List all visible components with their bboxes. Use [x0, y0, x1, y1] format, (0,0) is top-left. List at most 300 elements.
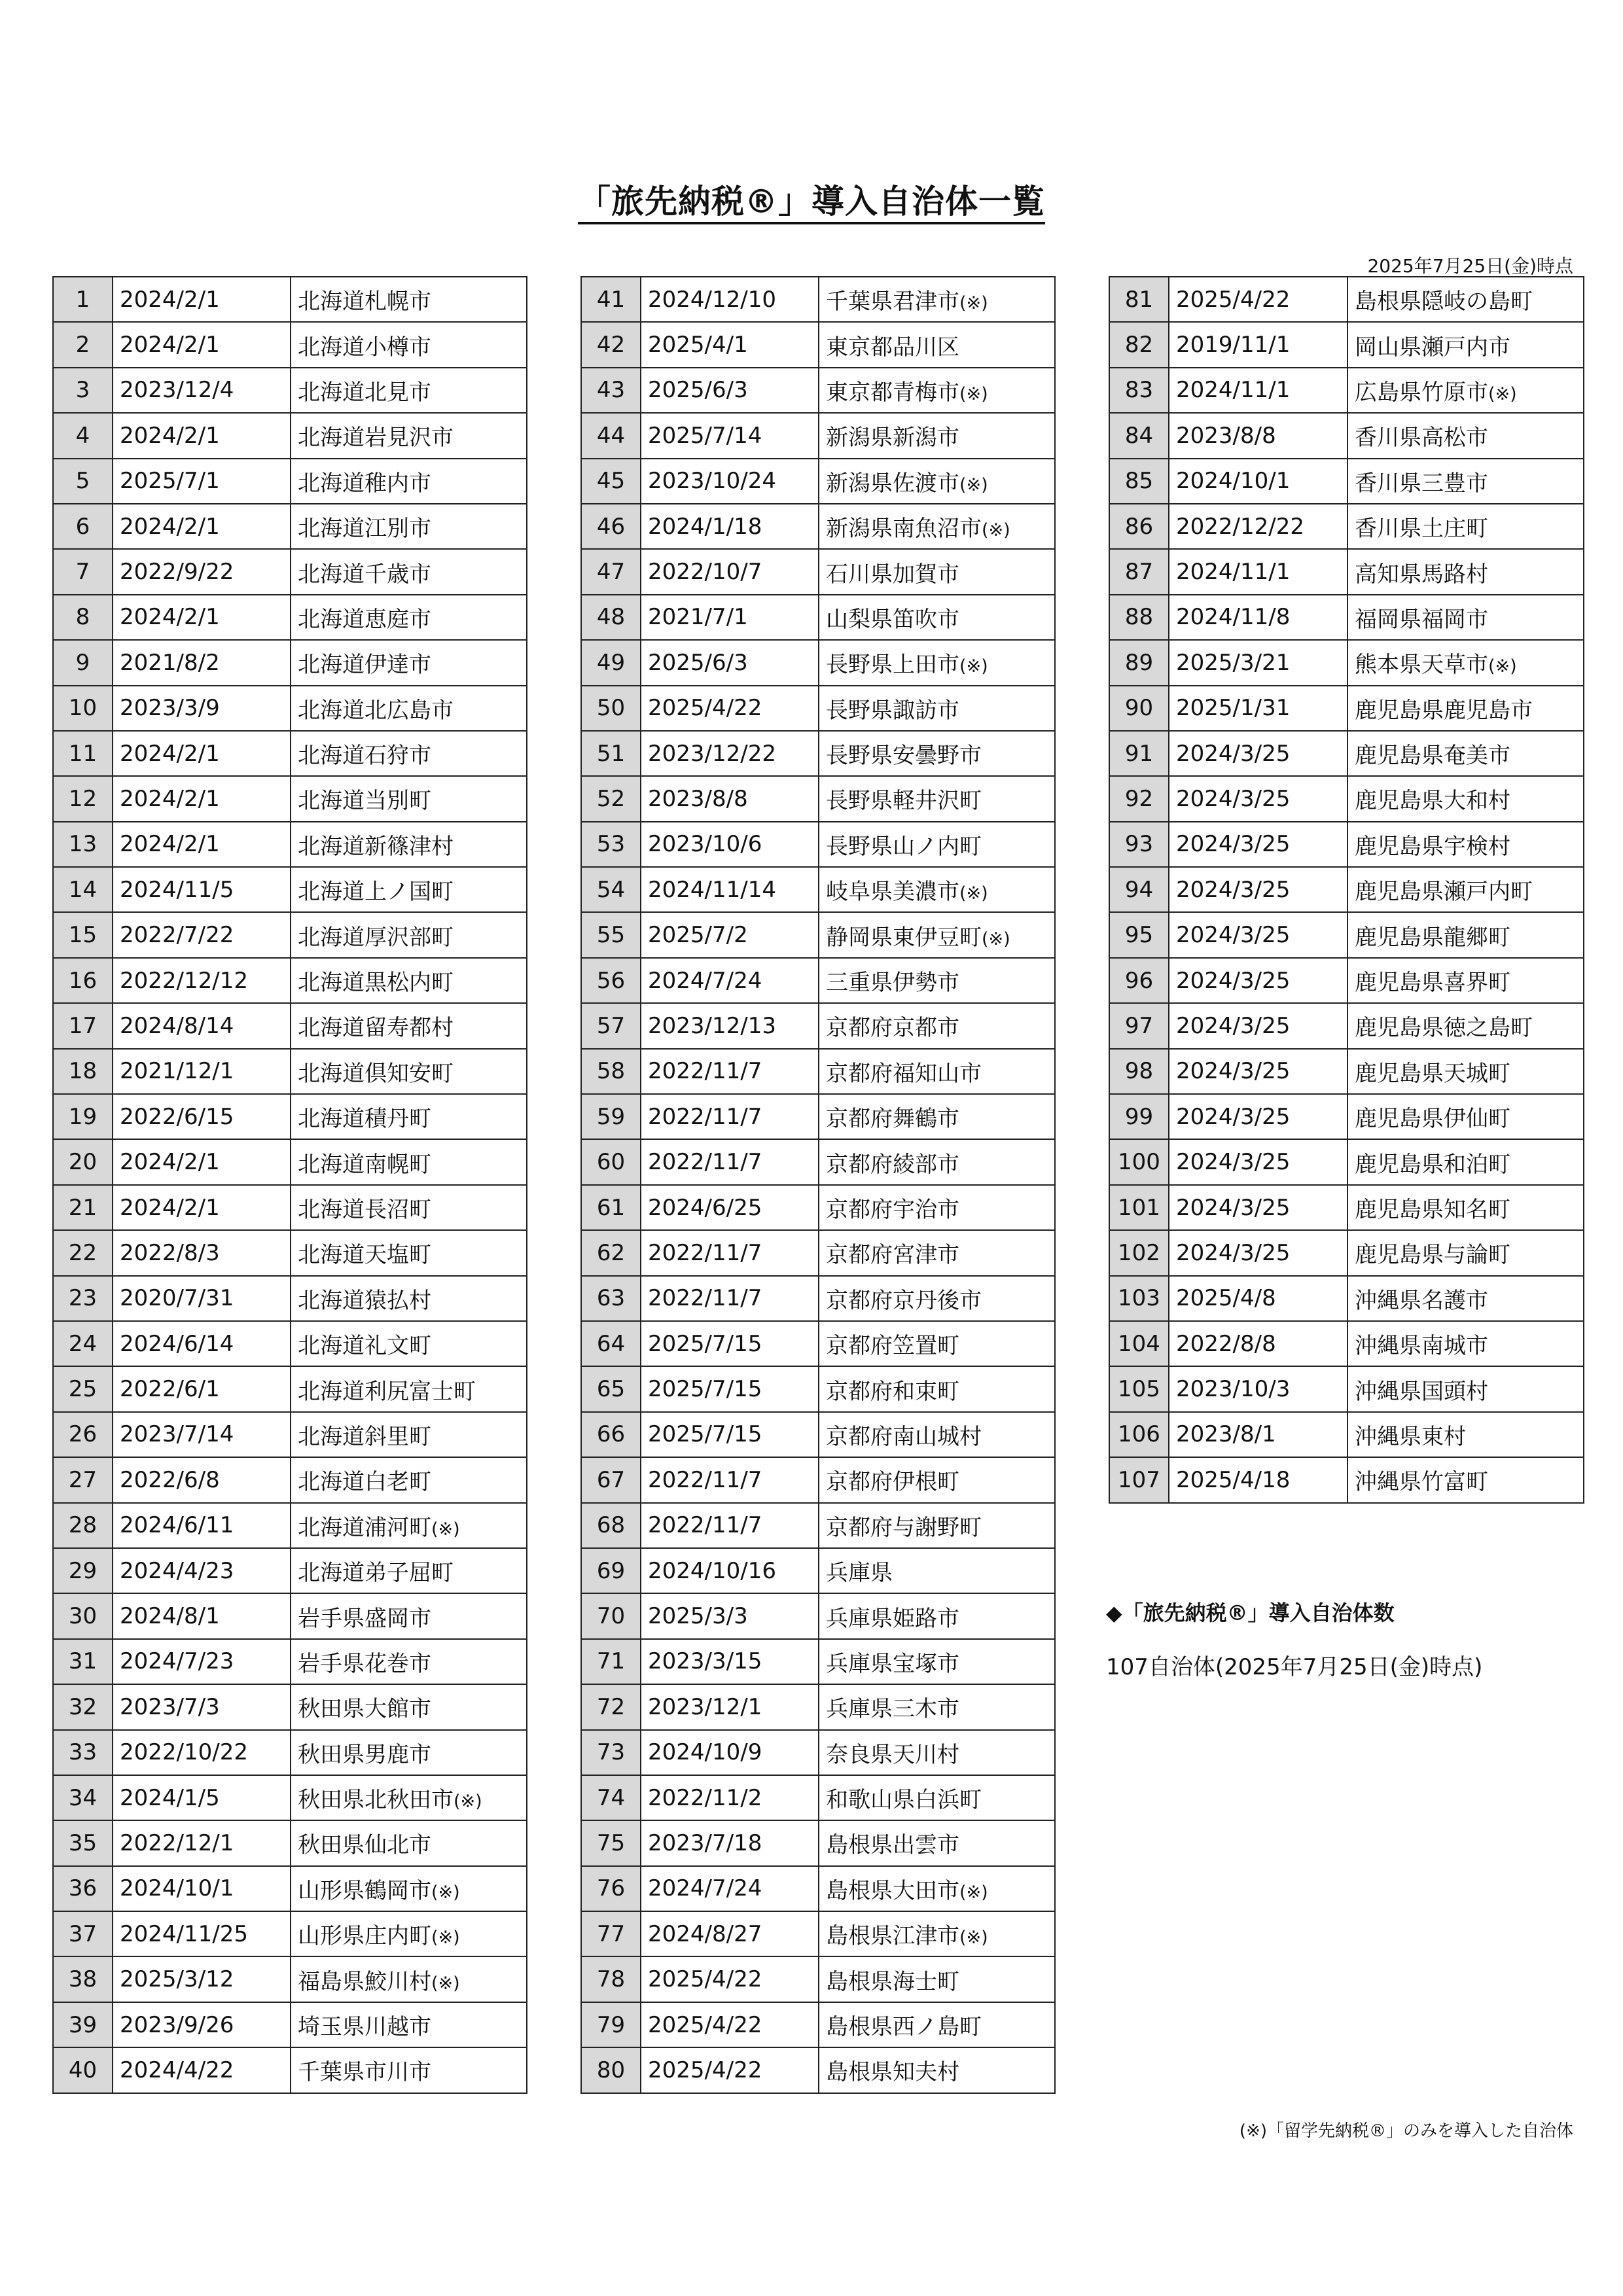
municipality-name-text: 北海道北広島市: [298, 697, 454, 724]
municipality-name: [1347, 776, 1584, 821]
municipality-name: [291, 1775, 527, 1820]
introduction-date: 2023/7/18: [641, 1820, 819, 1865]
introduction-date: 2022/11/7: [641, 1094, 819, 1139]
municipality-name: [819, 1276, 1055, 1321]
table-row: [53, 1366, 527, 1411]
table-row: [53, 640, 527, 685]
municipality-name-text: 京都府京丹後市: [826, 1287, 982, 1314]
municipality-name: [819, 1139, 1055, 1184]
row-number: 52: [581, 776, 641, 821]
row-number: 84: [1109, 413, 1169, 458]
introduction-date: 2025/3/3: [641, 1593, 819, 1638]
row-number: 39: [53, 2002, 113, 2047]
table-row: [1109, 504, 1584, 549]
study-abroad-only-mark: (※): [959, 1882, 988, 1903]
municipality-name-text: 岐阜県美濃市: [826, 879, 959, 906]
row-number: 59: [581, 1094, 641, 1139]
municipality-name-text: 鹿児島県宇検村: [1355, 833, 1510, 860]
row-number: 25: [53, 1366, 113, 1411]
introduction-date: 2023/7/14: [113, 1412, 291, 1457]
municipality-name-text: 鹿児島県和泊町: [1355, 1151, 1510, 1178]
table-row: [581, 1730, 1055, 1775]
introduction-date: 2024/2/1: [113, 504, 291, 549]
row-number: 70: [581, 1593, 641, 1638]
row-number: 54: [581, 867, 641, 912]
table-row: [53, 1003, 527, 1048]
municipality-name: [291, 1412, 527, 1457]
row-number: 58: [581, 1049, 641, 1094]
row-number: 57: [581, 1003, 641, 1048]
municipality-name: [1347, 459, 1584, 504]
introduction-date: 2024/3/25: [1169, 731, 1347, 776]
municipality-name-text: 北海道長沼町: [298, 1197, 431, 1223]
table-row: [53, 1139, 527, 1184]
table-row: [53, 368, 527, 413]
introduction-date: 2022/8/8: [1169, 1321, 1347, 1366]
row-number: 43: [581, 368, 641, 413]
municipality-name-text: 島根県知夫村: [826, 2059, 959, 2086]
municipality-name: [291, 1366, 527, 1411]
table-row: [581, 277, 1055, 322]
row-number: 2: [53, 322, 113, 367]
row-number: 67: [581, 1457, 641, 1502]
table-row: [581, 1276, 1055, 1321]
municipality-name: [291, 1548, 527, 1593]
introduction-date: 2025/4/22: [641, 2002, 819, 2047]
municipality-name: [819, 822, 1055, 867]
municipality-name: [291, 1185, 527, 1230]
municipality-name-text: 北海道岩見沢市: [298, 425, 454, 451]
table-row: [53, 1412, 527, 1457]
municipality-name: [1347, 731, 1584, 776]
municipality-name: [291, 1321, 527, 1366]
table-row: [1109, 1230, 1584, 1275]
table-row: [53, 958, 527, 1003]
introduction-date: 2024/7/24: [641, 1866, 819, 1911]
municipality-name: [1347, 413, 1584, 458]
table-row: [53, 1730, 527, 1775]
table-row: [1109, 322, 1584, 367]
table-row: [581, 1548, 1055, 1593]
municipality-name: [291, 686, 527, 731]
municipality-name: [819, 1457, 1055, 1502]
municipality-name-text: 香川県高松市: [1355, 425, 1488, 451]
table-row: [53, 1094, 527, 1139]
introduction-date: 2024/10/1: [113, 1866, 291, 1911]
table-row: [1109, 1049, 1584, 1094]
municipality-name-text: 北海道猿払村: [298, 1287, 431, 1314]
table-row: [581, 504, 1055, 549]
municipality-name-text: 島根県隠岐の島町: [1355, 289, 1533, 315]
municipality-name: [1347, 958, 1584, 1003]
introduction-date: 2024/3/25: [1169, 776, 1347, 821]
table-row: [581, 1684, 1055, 1729]
introduction-date: 2024/2/1: [113, 1185, 291, 1230]
municipality-name-text: 北海道南幌町: [298, 1151, 431, 1178]
study-abroad-only-mark: (※): [1488, 383, 1517, 404]
municipality-name: [1347, 640, 1584, 685]
municipality-name: [291, 1457, 527, 1502]
table-row: [1109, 1412, 1584, 1457]
introduction-date: 2025/3/21: [1169, 640, 1347, 685]
table-row: [53, 2047, 527, 2093]
table-row: [581, 867, 1055, 912]
row-number: 85: [1109, 459, 1169, 504]
municipality-name-text: 鹿児島県徳之島町: [1355, 1015, 1533, 1042]
row-number: 32: [53, 1684, 113, 1729]
municipality-name-text: 沖縄県東村: [1355, 1423, 1466, 1450]
introduction-date: 2022/11/7: [641, 1230, 819, 1275]
municipality-name-text: 北海道積丹町: [298, 1106, 431, 1133]
study-abroad-only-mark: (※): [1488, 656, 1517, 677]
municipality-name-text: 京都府京都市: [826, 1015, 959, 1042]
municipality-name: [291, 1049, 527, 1094]
table-row: [581, 1139, 1055, 1184]
municipality-name: [291, 1276, 527, 1321]
introduction-date: 2019/11/1: [1169, 322, 1347, 367]
municipality-name-text: 新潟県南魚沼市: [826, 516, 982, 542]
municipality-name-text: 北海道白老町: [298, 1469, 431, 1496]
introduction-date: 2022/10/22: [113, 1730, 291, 1775]
row-number: 7: [53, 549, 113, 594]
municipality-name: [819, 640, 1055, 685]
as-of-date: 2025年7月25日(金)時点: [1367, 255, 1573, 277]
table-row: [53, 1321, 527, 1366]
municipality-name-text: 香川県土庄町: [1355, 516, 1488, 542]
table-row: [53, 822, 527, 867]
table-row: [1109, 867, 1584, 912]
row-number: 35: [53, 1820, 113, 1865]
municipality-name-text: 北海道小樽市: [298, 334, 431, 361]
study-abroad-only-mark: (※): [431, 1882, 460, 1903]
introduction-date: 2024/11/5: [113, 867, 291, 912]
introduction-date: 2024/10/16: [641, 1548, 819, 1593]
municipality-name-text: 広島県竹原市: [1355, 379, 1488, 406]
introduction-date: 2024/2/1: [113, 322, 291, 367]
row-number: 64: [581, 1321, 641, 1366]
row-number: 75: [581, 1820, 641, 1865]
municipality-name: [819, 549, 1055, 594]
introduction-date: 2022/11/7: [641, 1049, 819, 1094]
study-abroad-only-mark: (※): [431, 1973, 460, 1994]
municipality-name: [819, 1321, 1055, 1366]
row-number: 6: [53, 504, 113, 549]
municipality-name-text: 沖縄県国頭村: [1355, 1378, 1488, 1405]
row-number: 71: [581, 1639, 641, 1684]
row-number: 13: [53, 822, 113, 867]
introduction-date: 2021/7/1: [641, 595, 819, 640]
table-row: [1109, 1457, 1584, 1502]
introduction-date: 2024/6/25: [641, 1185, 819, 1230]
table-row: [581, 1503, 1055, 1548]
row-number: 81: [1109, 277, 1169, 322]
municipality-name: [291, 1639, 527, 1684]
municipality-name: [291, 368, 527, 413]
municipality-name-text: 北海道新篠津村: [298, 833, 454, 860]
municipality-name: [291, 867, 527, 912]
row-number: 26: [53, 1412, 113, 1457]
introduction-date: 2024/3/25: [1169, 1049, 1347, 1094]
row-number: 11: [53, 731, 113, 776]
row-number: 60: [581, 1139, 641, 1184]
introduction-date: 2025/4/22: [1169, 277, 1347, 322]
municipality-name: [1347, 1185, 1584, 1230]
row-number: 99: [1109, 1094, 1169, 1139]
introduction-date: 2024/11/1: [1169, 368, 1347, 413]
introduction-date: 2024/4/22: [113, 2047, 291, 2093]
introduction-date: 2023/8/8: [641, 776, 819, 821]
municipality-name: [291, 1003, 527, 1048]
municipality-name-text: 和歌山県白浜町: [826, 1787, 982, 1814]
table-row: [53, 1775, 527, 1820]
municipality-name: [819, 322, 1055, 367]
introduction-date: 2024/3/25: [1169, 1003, 1347, 1048]
municipality-name-text: 沖縄県竹富町: [1355, 1469, 1488, 1496]
municipality-name-text: 北海道伊達市: [298, 652, 431, 679]
municipality-name: [819, 1548, 1055, 1593]
row-number: 40: [53, 2047, 113, 2093]
table-row: [581, 1639, 1055, 1684]
table-row: [53, 277, 527, 322]
municipality-name-text: 秋田県男鹿市: [298, 1741, 431, 1768]
table-row: [581, 686, 1055, 731]
introduction-date: 2023/8/8: [1169, 413, 1347, 458]
table-row: [53, 549, 527, 594]
municipality-name-text: 北海道当別町: [298, 788, 431, 815]
introduction-date: 2023/10/3: [1169, 1366, 1347, 1411]
municipality-name: [819, 1820, 1055, 1865]
row-number: 20: [53, 1139, 113, 1184]
municipality-name: [291, 822, 527, 867]
row-number: 66: [581, 1412, 641, 1457]
row-number: 83: [1109, 368, 1169, 413]
introduction-date: 2022/6/15: [113, 1094, 291, 1139]
municipality-name-text: 京都府福知山市: [826, 1060, 982, 1087]
municipality-name-text: 長野県軽井沢町: [826, 788, 982, 815]
table-row: [53, 1866, 527, 1911]
row-number: 93: [1109, 822, 1169, 867]
row-number: 79: [581, 2002, 641, 2047]
introduction-date: 2023/8/1: [1169, 1412, 1347, 1457]
introduction-date: 2022/6/1: [113, 1366, 291, 1411]
introduction-date: 2024/3/25: [1169, 1094, 1347, 1139]
table-row: [581, 2047, 1055, 2093]
row-number: 78: [581, 1956, 641, 2002]
introduction-date: 2024/7/24: [641, 958, 819, 1003]
table-row: [53, 1593, 527, 1638]
introduction-date: 2024/3/25: [1169, 867, 1347, 912]
study-abroad-only-mark: (※): [454, 1792, 482, 1812]
row-number: 72: [581, 1684, 641, 1729]
municipality-name-text: 長野県山ノ内町: [826, 833, 982, 860]
introduction-date: 2023/10/6: [641, 822, 819, 867]
table-row: [581, 1866, 1055, 1911]
municipality-name: [291, 1230, 527, 1275]
introduction-date: 2023/10/24: [641, 459, 819, 504]
row-number: 98: [1109, 1049, 1169, 1094]
municipality-name-text: 兵庫県宝塚市: [826, 1650, 959, 1677]
municipality-name: [1347, 322, 1584, 367]
municipality-name-text: 京都府舞鶴市: [826, 1106, 959, 1133]
introduction-date: 2024/7/23: [113, 1639, 291, 1684]
municipality-name-text: 長野県諏訪市: [826, 697, 959, 724]
introduction-date: 2024/4/23: [113, 1548, 291, 1593]
introduction-date: 2025/7/2: [641, 912, 819, 957]
table-row: [581, 595, 1055, 640]
introduction-date: 2024/3/25: [1169, 1185, 1347, 1230]
municipality-name: [291, 1956, 527, 2002]
municipality-name: [1347, 822, 1584, 867]
row-number: 48: [581, 595, 641, 640]
municipality-name: [291, 413, 527, 458]
row-number: 55: [581, 912, 641, 957]
introduction-date: 2022/11/7: [641, 1457, 819, 1502]
row-number: 34: [53, 1775, 113, 1820]
municipality-name-text: 鹿児島県与論町: [1355, 1242, 1510, 1269]
study-abroad-only-mark: (※): [959, 383, 988, 404]
introduction-date: 2025/7/15: [641, 1412, 819, 1457]
introduction-date: 2021/8/2: [113, 640, 291, 685]
municipality-name-text: 秋田県北秋田市: [298, 1787, 454, 1814]
municipality-name-text: 北海道天塩町: [298, 1242, 431, 1269]
row-number: 1: [53, 277, 113, 322]
introduction-date: 2020/7/31: [113, 1276, 291, 1321]
introduction-date: 2024/2/1: [113, 1139, 291, 1184]
row-number: 22: [53, 1230, 113, 1275]
municipality-name-text: 北海道浦河町: [298, 1514, 431, 1541]
municipality-name: [819, 1684, 1055, 1729]
introduction-date: 2024/6/11: [113, 1503, 291, 1548]
municipality-name: [291, 2047, 527, 2093]
municipality-name-text: 熊本県天草市: [1355, 652, 1488, 679]
municipality-name-text: 沖縄県南城市: [1355, 1333, 1488, 1360]
municipality-name-text: 島根県大田市: [826, 1877, 959, 1904]
table-row: [581, 1593, 1055, 1638]
table-row: [581, 640, 1055, 685]
row-number: 94: [1109, 867, 1169, 912]
introduction-date: 2024/2/1: [113, 776, 291, 821]
municipality-name: [819, 2002, 1055, 2047]
municipality-name-text: 兵庫県: [826, 1560, 893, 1587]
municipality-name-text: 北海道礼文町: [298, 1333, 431, 1360]
row-number: 44: [581, 413, 641, 458]
introduction-date: 2025/7/15: [641, 1366, 819, 1411]
introduction-date: 2023/3/15: [641, 1639, 819, 1684]
row-number: 28: [53, 1503, 113, 1548]
municipality-table-1: [52, 276, 527, 2094]
row-number: 3: [53, 368, 113, 413]
table-row: [581, 413, 1055, 458]
count-heading: ◆「旅先納税®」導入自治体数: [1106, 1600, 1395, 1625]
table-row: [1109, 1366, 1584, 1411]
row-number: 63: [581, 1276, 641, 1321]
table-row: [53, 1049, 527, 1094]
row-number: 103: [1109, 1276, 1169, 1321]
table-row: [581, 1366, 1055, 1411]
row-number: 18: [53, 1049, 113, 1094]
municipality-name-text: 北海道稚内市: [298, 470, 431, 497]
municipality-name: [819, 413, 1055, 458]
row-number: 56: [581, 958, 641, 1003]
municipality-name-text: 長野県上田市: [826, 652, 959, 679]
municipality-name: [291, 640, 527, 685]
row-number: 16: [53, 958, 113, 1003]
table-row: [53, 595, 527, 640]
row-number: 80: [581, 2047, 641, 2093]
row-number: 91: [1109, 731, 1169, 776]
row-number: 102: [1109, 1230, 1169, 1275]
row-number: 49: [581, 640, 641, 685]
table-row: [581, 1094, 1055, 1139]
introduction-date: 2025/6/3: [641, 368, 819, 413]
municipality-name-text: 鹿児島県龍郷町: [1355, 924, 1510, 951]
table-row: [1109, 776, 1584, 821]
municipality-name-text: 奈良県天川村: [826, 1741, 959, 1768]
municipality-name-text: 岩手県盛岡市: [298, 1605, 431, 1632]
introduction-date: 2025/7/1: [113, 459, 291, 504]
municipality-name-text: 東京都青梅市: [826, 379, 959, 406]
row-number: 89: [1109, 640, 1169, 685]
municipality-name: [1347, 1094, 1584, 1139]
municipality-name-text: 鹿児島県大和村: [1355, 788, 1510, 815]
municipality-name: [1347, 368, 1584, 413]
municipality-name: [1347, 549, 1584, 594]
municipality-name: [819, 1230, 1055, 1275]
table-row: [581, 459, 1055, 504]
introduction-date: 2025/6/3: [641, 640, 819, 685]
municipality-name: [1347, 595, 1584, 640]
municipality-name-text: 北海道石狩市: [298, 743, 431, 769]
municipality-name-text: 京都府南山城村: [826, 1423, 982, 1450]
row-number: 50: [581, 686, 641, 731]
municipality-name-text: 京都府綾部市: [826, 1151, 959, 1178]
municipality-name-text: 鹿児島県伊仙町: [1355, 1106, 1510, 1133]
introduction-date: 2024/8/27: [641, 1911, 819, 1956]
municipality-name-text: 島根県海士町: [826, 1968, 959, 1995]
municipality-name-text: 福島県鮫川村: [298, 1968, 431, 1995]
municipality-name: [819, 1593, 1055, 1638]
municipality-name-text: 北海道江別市: [298, 516, 431, 542]
table-row: [53, 413, 527, 458]
municipality-name: [291, 1730, 527, 1775]
table-row: [53, 1639, 527, 1684]
municipality-name: [819, 867, 1055, 912]
introduction-date: 2024/3/25: [1169, 912, 1347, 957]
count-text: 107自治体(2025年7月25日(金)時点): [1106, 1654, 1483, 1680]
table-row: [1109, 413, 1584, 458]
row-number: 37: [53, 1911, 113, 1956]
table-row: [1109, 459, 1584, 504]
municipality-name: [1347, 1457, 1584, 1502]
introduction-date: 2024/2/1: [113, 277, 291, 322]
introduction-date: 2022/12/12: [113, 958, 291, 1003]
municipality-name: [819, 277, 1055, 322]
introduction-date: 2023/12/1: [641, 1684, 819, 1729]
municipality-name: [819, 1911, 1055, 1956]
introduction-date: 2022/12/1: [113, 1820, 291, 1865]
introduction-date: 2024/3/25: [1169, 822, 1347, 867]
municipality-name-text: 鹿児島県鹿児島市: [1355, 697, 1533, 724]
table-row: [53, 1503, 527, 1548]
row-number: 4: [53, 413, 113, 458]
municipality-name: [1347, 686, 1584, 731]
row-number: 87: [1109, 549, 1169, 594]
municipality-name: [291, 2002, 527, 2047]
row-number: 92: [1109, 776, 1169, 821]
row-number: 19: [53, 1094, 113, 1139]
municipality-name-text: 千葉県市川市: [298, 2059, 431, 2086]
introduction-date: 2025/4/22: [641, 2047, 819, 2093]
